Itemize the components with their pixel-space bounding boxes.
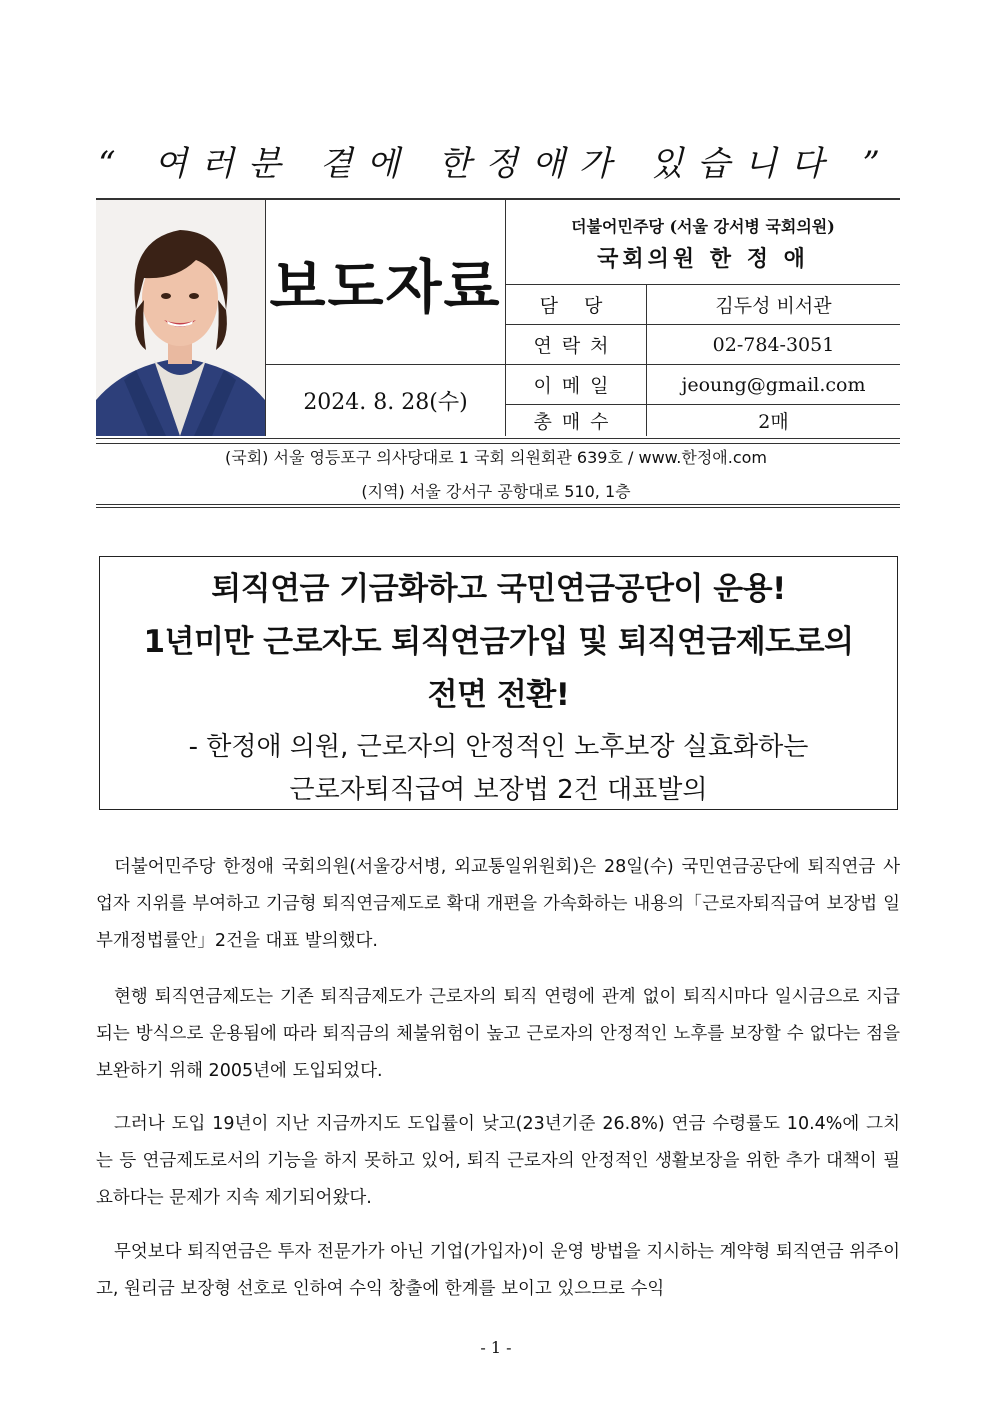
contact-row-key: 담 당 bbox=[506, 285, 647, 324]
subheadline-line: - 한정애 의원, 근로자의 안정적인 노후보장 실효화하는 bbox=[188, 732, 809, 762]
page-number: - 1 - bbox=[480, 1338, 512, 1357]
contact-row-value: 02-784-3051 bbox=[712, 333, 835, 356]
body-paragraph: 그러나 도입 19년이 지난 지금까지도 도입률이 낮고(23년기준 26.8%) 연금 수령률도 10.4%에 그치는 등 연금제도로서의 기능을 하지 못하고 있어, 퇴직 근로자의 안정적인 생활보장을 위한 추가 대책이 필요하다는 문제가 지속 제기되어왔다. bbox=[96, 1114, 900, 1208]
contact-row-key: 총매수 bbox=[506, 405, 647, 436]
headline-line: 1년미만 근로자도 퇴직연금가입 및 퇴직연금제도로의 bbox=[143, 624, 854, 660]
release-date: 2024. 8. 28(수) bbox=[266, 365, 506, 436]
party-line: 더불어민주당 (서울 강서병 국회의원) bbox=[571, 217, 835, 236]
press-release-label: 보도자료 bbox=[266, 200, 506, 365]
address-rule bbox=[96, 507, 900, 508]
contact-row bbox=[506, 365, 900, 405]
address-rule bbox=[96, 504, 900, 505]
contact-row-key: 연락처 bbox=[506, 325, 647, 364]
headline-line: 퇴직연금 기금화하고 국민연금공단이 운용! bbox=[211, 571, 786, 607]
member-line: 국회의원 한 정 애 bbox=[597, 246, 809, 272]
contact-row-key: 이메일 bbox=[506, 365, 647, 404]
contact-row bbox=[506, 325, 900, 365]
slogan: “ 여러분 곁에 한정애가 있습니다 ” bbox=[98, 144, 894, 184]
press-header bbox=[96, 198, 900, 439]
contact-row-value: 김두성 비서관 bbox=[715, 295, 832, 317]
lawmaker-photo bbox=[96, 200, 266, 436]
contact-row bbox=[506, 285, 900, 325]
headline-box bbox=[99, 556, 898, 810]
body-paragraph: 현행 퇴직연금제도는 기존 퇴직금제도가 근로자의 퇴직 연령에 관계 없이 퇴직시마다 일시금으로 지급되는 방식으로 운용됨에 따라 퇴직금의 체불위험이 높고 근로자의 안정적인 노후를 보장할 수 없다는 점을 보완하기 위해 2005년에 도입되었다. bbox=[96, 987, 900, 1081]
address-local: (지역) 서울 강서구 공항대로 510, 1층 bbox=[361, 482, 631, 501]
body-paragraph: 무엇보다 퇴직연금은 투자 전문가가 아닌 기업(가입자)이 운영 방법을 지시하는 계약형 퇴직연금 위주이고, 원리금 보장형 선호로 인하여 수익 창출에 한계를 보이고 있으므로 수익 bbox=[96, 1242, 900, 1299]
org-block bbox=[506, 200, 900, 285]
header-double-rule bbox=[96, 443, 900, 444]
subheadline-line: 근로자퇴직급여 보장법 2건 대표발의 bbox=[289, 775, 708, 805]
contact-row bbox=[506, 405, 900, 436]
contact-row-value: 2매 bbox=[758, 411, 789, 433]
address-national: (국회) 서울 영등포구 의사당대로 1 국회 의원회관 639호 / www.한정애.com bbox=[225, 448, 767, 467]
contact-row-value: jeoung@gmail.com bbox=[681, 373, 866, 396]
headline-line: 전면 전환! bbox=[427, 677, 570, 713]
body-paragraph: 더불어민주당 한정애 국회의원(서울강서병, 외교통일위원회)은 28일(수) 국민연금공단에 퇴직연금 사업자 지위를 부여하고 기금형 퇴직연금제도로 확대 개편을 가속화하는 내용의「근로자퇴직급여 보장법 일부개정법률안」2건을 대표 발의했다. bbox=[96, 857, 900, 951]
